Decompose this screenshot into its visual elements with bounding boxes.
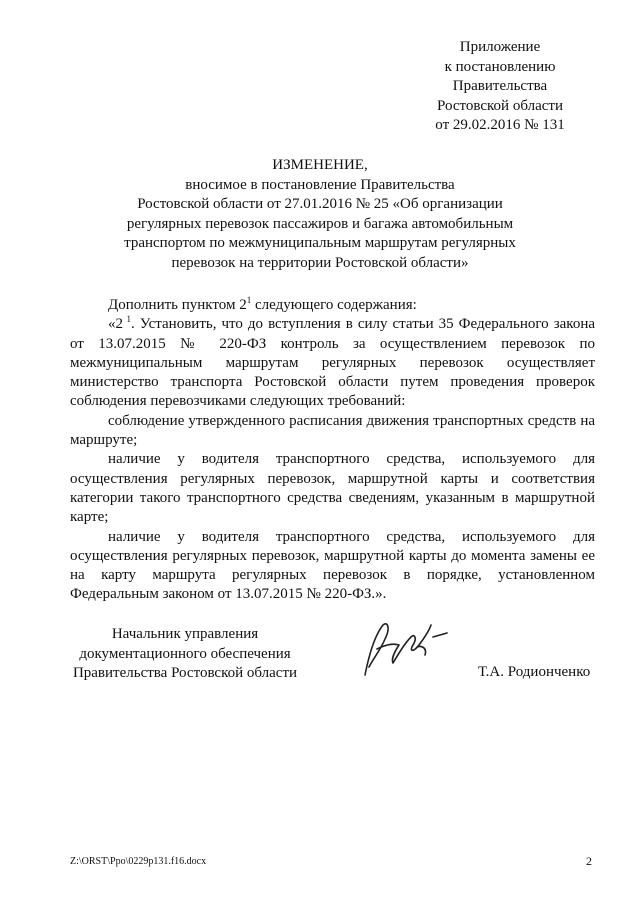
- position-line: Начальник управления: [111, 626, 259, 642]
- title-line: перевозок на территории Ростовской области»: [171, 254, 469, 271]
- signatory-name: Т.А. Родионченко: [478, 664, 591, 680]
- handwritten-signature: [355, 615, 455, 685]
- paragraph-2: соблюдение утвержденного расписания движения транспортных средств на маршруте;: [70, 412, 595, 449]
- annex-line: Приложение: [459, 39, 541, 55]
- document-title: [60, 156, 580, 273]
- signatory-position: [70, 625, 300, 684]
- title-heading: ИЗМЕНЕНИЕ,: [272, 157, 368, 173]
- title-line: Ростовской области от 27.01.2016 № 25 «Об организации: [137, 196, 503, 212]
- position-line: документационного обеспечения: [79, 645, 291, 662]
- page-number: 2: [586, 854, 592, 868]
- superscript: 1: [246, 295, 252, 305]
- paragraph-3: наличие у водителя транспортного средства, используемого для осуществления регулярных перевозок, маршрутной карты и соответствия категории такого транспортного средства сведениям, указанным в маршрутной карте;: [70, 451, 595, 526]
- document-body: [70, 296, 595, 605]
- paragraph-4: наличие у водителя транспортного средства, используемого для осуществления регулярных перевозок, маршрутной карты до момента замены ее на карту маршрута регулярных перевозок в порядке, установленном Федеральным законом от 13.07.2015 № 220-ФЗ.».: [70, 528, 595, 603]
- footer-file-path: Z:\ORST\Ppo\0229p131.f16.docx: [70, 856, 207, 867]
- annex-line: к постановлению: [444, 58, 556, 75]
- annex-line: от 29.02.2016 № 131: [435, 117, 565, 133]
- paragraph-1: «2 $^1$. Установить, что до вступления в силу статьи 35 Федерального закона от 13.07.2015 № 220-ФЗ контроль за осуществлением перевозок по межмуниципальным маршрутам регулярных перевозок осуществляет министерство транспорта Ростовской области путем проведения проверок соблюдения перевозчиками следующих требований:: [70, 314, 596, 410]
- superscript: 1: [123, 314, 132, 325]
- annex-header: [400, 38, 600, 136]
- title-line: вносимое в постановление Правительства: [185, 176, 455, 193]
- title-line: регулярных перевозок пассажиров и багажа автомобильным: [126, 215, 514, 232]
- annex-line: Правительства: [452, 78, 548, 94]
- title-line: транспортом по межмуниципальным маршрутам регулярных: [124, 235, 516, 251]
- annex-line: Ростовской области: [437, 97, 563, 114]
- position-line: Правительства Ростовской области: [72, 665, 298, 681]
- intro-paragraph: Дополнить пунктом $2^1$ следующего содержания:: [108, 295, 417, 313]
